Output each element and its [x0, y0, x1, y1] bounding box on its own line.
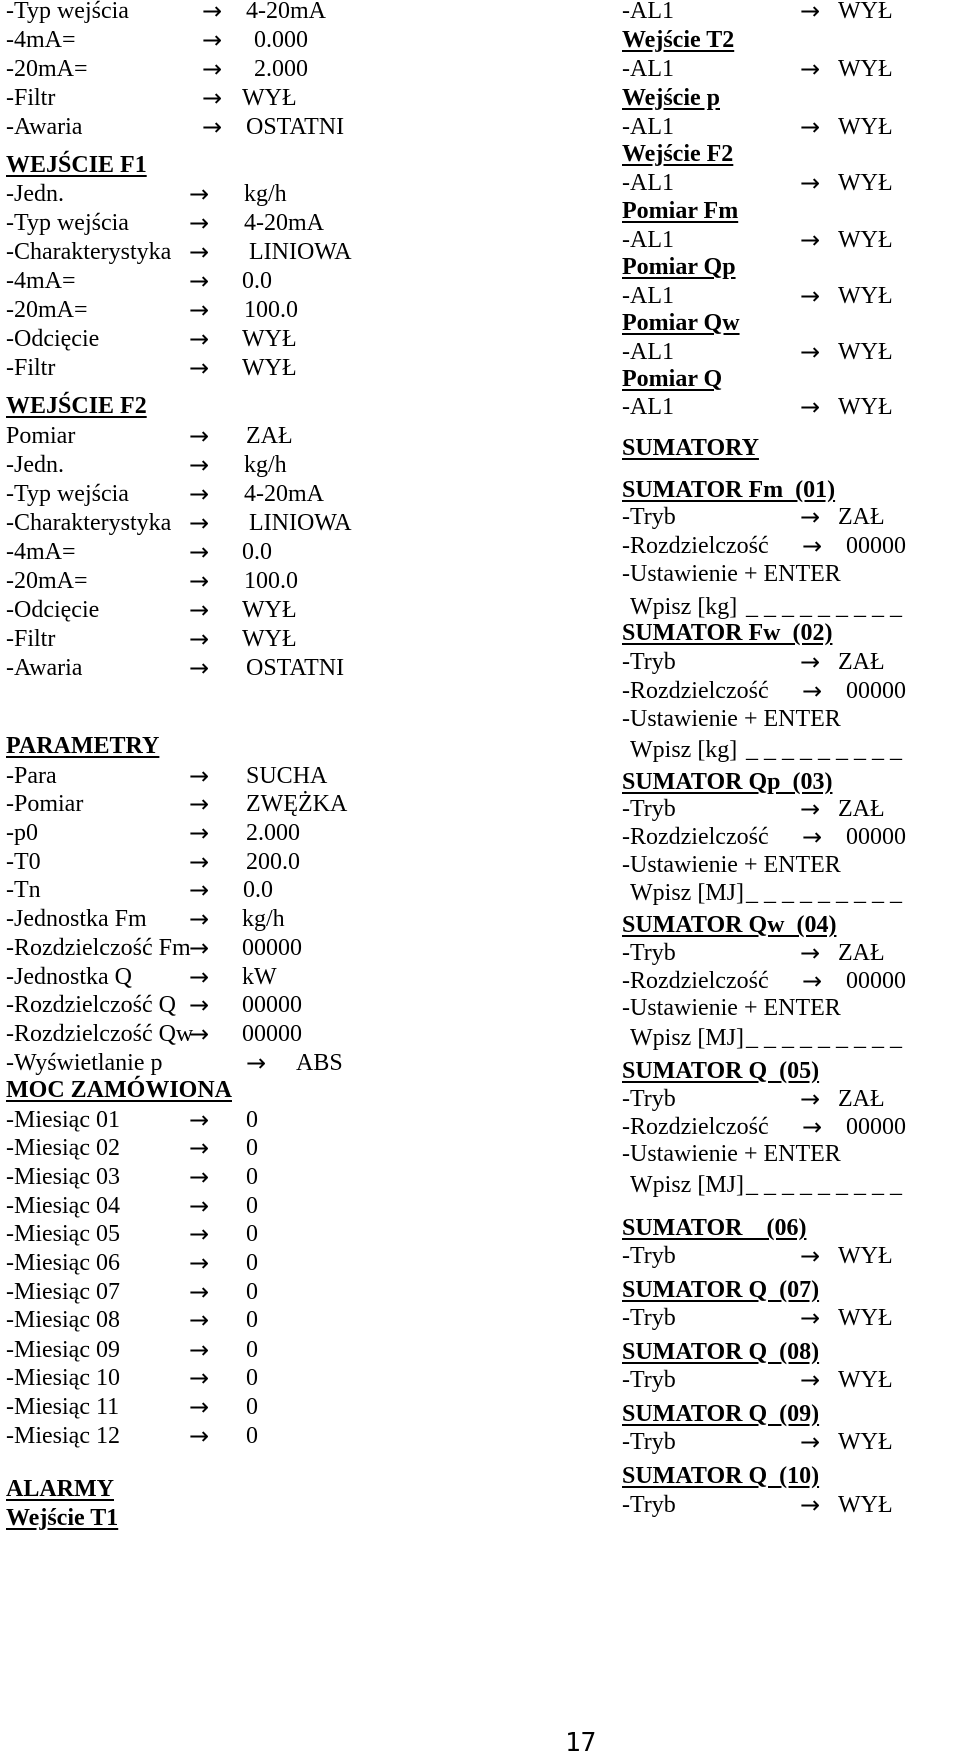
param-value: 0.0	[243, 877, 273, 903]
entry-label: Wpisz [kg]	[630, 594, 738, 620]
arrow-icon: →	[189, 480, 210, 508]
param-value: WYŁ	[838, 394, 893, 420]
entry-blank: _ _ _ _ _ _ _ _ _	[746, 1172, 902, 1198]
arrow-icon: →	[800, 1304, 821, 1332]
arrow-icon: →	[189, 1020, 210, 1048]
param-value: SUCHA	[246, 763, 328, 789]
arrow-icon: →	[800, 795, 821, 823]
param-value: WYŁ	[838, 1243, 893, 1269]
arrow-icon: →	[802, 967, 823, 995]
param-label: -AL1	[622, 339, 674, 365]
param-value: 4-20mA	[246, 0, 326, 24]
arrow-icon: →	[800, 226, 821, 254]
param-value: 4-20mA	[244, 210, 324, 236]
param-value: 00000	[846, 533, 906, 559]
arrow-icon: →	[189, 567, 210, 595]
arrow-icon: →	[189, 1134, 210, 1162]
param-label: -Miesiąc 11	[6, 1394, 120, 1420]
param-label: -Rozdzielczość	[622, 533, 769, 559]
param-label: -Miesiąc 03	[6, 1164, 120, 1190]
param-label: -Typ wejścia	[6, 210, 129, 236]
arrow-icon: →	[800, 1085, 821, 1113]
param-value: kW	[242, 964, 277, 990]
param-value: 0.000	[254, 27, 308, 53]
entry-blank: _ _ _ _ _ _ _ _ _	[746, 880, 902, 906]
param-label: -4mA=	[6, 539, 76, 565]
arrow-icon: →	[802, 677, 823, 705]
arrow-icon: →	[800, 393, 821, 421]
section-heading: Wejście T1	[6, 1505, 119, 1531]
section-heading: SUMATOR Q (07)	[622, 1277, 820, 1303]
param-label: -Rozdzielczość	[622, 968, 769, 994]
arrow-icon: →	[189, 1106, 210, 1134]
param-value: WYŁ	[242, 85, 297, 111]
param-value: WYŁ	[242, 597, 297, 623]
section-heading: SUMATORY	[622, 435, 759, 461]
param-label: -Miesiąc 05	[6, 1221, 120, 1247]
param-value: 0	[246, 1365, 258, 1391]
param-value: 00000	[242, 1021, 302, 1047]
section-heading: WEJŚCIE F2	[6, 393, 147, 419]
param-label: -Awaria	[6, 114, 83, 140]
param-value: WYŁ	[838, 1305, 893, 1331]
arrow-icon: →	[189, 625, 210, 653]
arrow-icon: →	[202, 26, 223, 54]
arrow-icon: →	[189, 1306, 210, 1334]
arrow-icon: →	[189, 905, 210, 933]
section-heading: Pomiar Qw	[622, 310, 740, 336]
arrow-icon: →	[202, 55, 223, 83]
param-label: -Miesiąc 02	[6, 1135, 120, 1161]
arrow-icon: →	[802, 1113, 823, 1141]
param-label: -Para	[6, 763, 57, 789]
param-value: 0	[246, 1221, 258, 1247]
param-label: -Tryb	[622, 649, 676, 675]
arrow-icon: →	[202, 0, 223, 25]
arrow-icon: →	[189, 267, 210, 295]
param-label: -AL1	[622, 0, 674, 24]
param-label: -AL1	[622, 227, 674, 253]
param-label: -Miesiąc 04	[6, 1193, 120, 1219]
arrow-icon: →	[800, 113, 821, 141]
param-value: 0	[246, 1164, 258, 1190]
param-value: WYŁ	[838, 1367, 893, 1393]
param-label: -Tryb	[622, 504, 676, 530]
param-label: -Rozdzielczość Fm	[6, 935, 191, 961]
param-label: -AL1	[622, 283, 674, 309]
param-label: -Jedn.	[6, 181, 64, 207]
arrow-icon: →	[202, 113, 223, 141]
param-label: -Jednostka Fm	[6, 906, 147, 932]
param-label: -Tryb	[622, 1305, 676, 1331]
arrow-icon: →	[189, 762, 210, 790]
param-label: -Tn	[6, 877, 41, 903]
arrow-icon: →	[189, 1336, 210, 1364]
param-label: -Charakterystyka	[6, 239, 172, 265]
arrow-icon: →	[189, 509, 210, 537]
param-label: -AL1	[622, 394, 674, 420]
param-label: -Filtr	[6, 85, 56, 111]
arrow-icon: →	[800, 282, 821, 310]
param-value: 00000	[846, 824, 906, 850]
arrow-icon: →	[800, 1491, 821, 1519]
param-value: WYŁ	[242, 626, 297, 652]
param-value: ZWĘŻKA	[246, 791, 348, 817]
param-label: -Odcięcie	[6, 326, 100, 352]
param-value: 100.0	[244, 568, 298, 594]
param-value: 0	[246, 1279, 258, 1305]
param-label: -Tryb	[622, 1243, 676, 1269]
arrow-icon: →	[189, 1192, 210, 1220]
section-heading: Pomiar Qp	[622, 254, 736, 280]
param-label: Pomiar	[6, 423, 76, 449]
arrow-icon: →	[189, 422, 210, 450]
param-label: -Rozdzielczość	[622, 824, 769, 850]
param-label: -Tryb	[622, 1367, 676, 1393]
arrow-icon: →	[189, 963, 210, 991]
arrow-icon: →	[246, 1049, 267, 1077]
param-value: ZAŁ	[838, 1086, 885, 1112]
param-value: WYŁ	[838, 170, 893, 196]
param-value: WYŁ	[838, 114, 893, 140]
param-value: kg/h	[244, 452, 287, 478]
param-value: 00000	[242, 992, 302, 1018]
arrow-icon: →	[189, 819, 210, 847]
param-label: -Pomiar	[6, 791, 84, 817]
param-label: -Filtr	[6, 355, 56, 381]
arrow-icon: →	[800, 1242, 821, 1270]
arrow-icon: →	[800, 0, 821, 25]
param-label: -Rozdzielczość Qw	[6, 1021, 194, 1047]
param-value: kg/h	[244, 181, 287, 207]
section-heading: SUMATOR Fm (01)	[622, 477, 836, 503]
param-value: WYŁ	[838, 339, 893, 365]
arrow-icon: →	[189, 1163, 210, 1191]
param-label: -Tryb	[622, 1086, 676, 1112]
param-value: 00000	[242, 935, 302, 961]
page-number: 17	[565, 1728, 597, 1758]
param-value: kg/h	[242, 906, 285, 932]
param-label: -Tryb	[622, 1492, 676, 1518]
section-heading: SUMATOR Qp (03)	[622, 769, 833, 795]
instruction-line: -Ustawienie + ENTER	[622, 1141, 841, 1167]
param-value: 100.0	[244, 297, 298, 323]
section-heading: Wejście F2	[622, 141, 734, 167]
param-label: -20mA=	[6, 568, 88, 594]
param-label: -Jedn.	[6, 452, 64, 478]
param-value: WYŁ	[838, 283, 893, 309]
param-value: ZAŁ	[838, 504, 885, 530]
arrow-icon: →	[189, 354, 210, 382]
section-heading: SUMATOR Q (05)	[622, 1058, 820, 1084]
param-value: ZAŁ	[838, 940, 885, 966]
param-value: 0	[246, 1107, 258, 1133]
param-label: -Rozdzielczość	[622, 1114, 769, 1140]
param-value: WYŁ	[838, 1429, 893, 1455]
param-value: 0.0	[242, 539, 272, 565]
arrow-icon: →	[189, 1278, 210, 1306]
param-value: WYŁ	[838, 0, 893, 24]
arrow-icon: →	[189, 596, 210, 624]
arrow-icon: →	[189, 451, 210, 479]
param-value: WYŁ	[838, 56, 893, 82]
arrow-icon: →	[189, 1249, 210, 1277]
param-label: -Odcięcie	[6, 597, 100, 623]
param-label: -Rozdzielczość	[622, 678, 769, 704]
arrow-icon: →	[189, 934, 210, 962]
param-value: 0	[246, 1307, 258, 1333]
param-value: 2.000	[246, 820, 300, 846]
section-heading: WEJŚCIE F1	[6, 152, 147, 178]
param-value: 2.000	[254, 56, 308, 82]
arrow-icon: →	[800, 503, 821, 531]
arrow-icon: →	[189, 1220, 210, 1248]
section-heading: Wejście p	[622, 85, 720, 111]
arrow-icon: →	[189, 1393, 210, 1421]
section-heading: Wejście T2	[622, 27, 735, 53]
param-value: ZAŁ	[838, 649, 885, 675]
param-value: 0.0	[242, 268, 272, 294]
param-label: -Rozdzielczość Q	[6, 992, 176, 1018]
section-heading: PARAMETRY	[6, 733, 160, 759]
param-label: -Miesiąc 09	[6, 1337, 120, 1363]
param-label: -Wyświetlanie p	[6, 1050, 163, 1076]
param-value: 00000	[846, 1114, 906, 1140]
param-value: 0	[246, 1250, 258, 1276]
param-value: 0	[246, 1135, 258, 1161]
param-label: -AL1	[622, 56, 674, 82]
param-value: WYŁ	[838, 1492, 893, 1518]
arrow-icon: →	[189, 654, 210, 682]
param-value: WYŁ	[242, 326, 297, 352]
param-label: -Awaria	[6, 655, 83, 681]
param-value: 0	[246, 1394, 258, 1420]
arrow-icon: →	[800, 939, 821, 967]
arrow-icon: →	[800, 1366, 821, 1394]
entry-label: Wpisz [MJ]	[630, 1172, 744, 1198]
param-label: -20mA=	[6, 56, 88, 82]
arrow-icon: →	[800, 338, 821, 366]
param-value: ABS	[296, 1050, 343, 1076]
arrow-icon: →	[189, 1422, 210, 1450]
param-value: ZAŁ	[246, 423, 293, 449]
param-value: OSTATNI	[246, 114, 345, 140]
param-label: -Miesiąc 07	[6, 1279, 120, 1305]
param-label: -Miesiąc 08	[6, 1307, 120, 1333]
section-heading: SUMATOR Q (09)	[622, 1401, 820, 1427]
section-heading: Pomiar Q	[622, 366, 723, 392]
param-value: 0	[246, 1337, 258, 1363]
arrow-icon: →	[189, 790, 210, 818]
param-value: 00000	[846, 968, 906, 994]
entry-blank: _ _ _ _ _ _ _ _ _	[746, 737, 902, 763]
param-label: -20mA=	[6, 297, 88, 323]
instruction-line: -Ustawienie + ENTER	[622, 852, 841, 878]
instruction-line: -Ustawienie + ENTER	[622, 706, 841, 732]
param-label: -Charakterystyka	[6, 510, 172, 536]
param-value: 00000	[846, 678, 906, 704]
arrow-icon: →	[802, 823, 823, 851]
param-value: LINIOWA	[249, 239, 352, 265]
param-label: -Miesiąc 01	[6, 1107, 120, 1133]
param-label: -Typ wejścia	[6, 0, 129, 24]
section-heading: SUMATOR Q (10)	[622, 1463, 820, 1489]
param-value: WYŁ	[838, 227, 893, 253]
arrow-icon: →	[189, 876, 210, 904]
arrow-icon: →	[189, 848, 210, 876]
param-value: 0	[246, 1423, 258, 1449]
param-label: -Tryb	[622, 940, 676, 966]
arrow-icon: →	[202, 84, 223, 112]
section-heading: SUMATOR Qw (04)	[622, 912, 837, 938]
param-label: -Tryb	[622, 796, 676, 822]
param-value: 200.0	[246, 849, 300, 875]
arrow-icon: →	[189, 538, 210, 566]
arrow-icon: →	[800, 169, 821, 197]
param-label: -AL1	[622, 170, 674, 196]
section-heading: SUMATOR Fw (02)	[622, 620, 833, 646]
arrow-icon: →	[189, 325, 210, 353]
section-heading: ALARMY	[6, 1476, 114, 1502]
arrow-icon: →	[189, 296, 210, 324]
arrow-icon: →	[800, 55, 821, 83]
entry-label: Wpisz [kg]	[630, 737, 738, 763]
param-label: -4mA=	[6, 268, 76, 294]
param-label: -4mA=	[6, 27, 76, 53]
arrow-icon: →	[800, 648, 821, 676]
param-label: -Miesiąc 06	[6, 1250, 120, 1276]
entry-label: Wpisz [MJ]	[630, 1025, 744, 1051]
param-value: 4-20mA	[244, 481, 324, 507]
section-heading: Pomiar Fm	[622, 198, 739, 224]
arrow-icon: →	[189, 991, 210, 1019]
entry-blank: _ _ _ _ _ _ _ _ _	[746, 594, 902, 620]
param-label: -Jednostka Q	[6, 964, 132, 990]
arrow-icon: →	[189, 209, 210, 237]
param-value: LINIOWA	[249, 510, 352, 536]
entry-blank: _ _ _ _ _ _ _ _ _	[746, 1025, 902, 1051]
param-label: -p0	[6, 820, 38, 846]
arrow-icon: →	[189, 180, 210, 208]
arrow-icon: →	[189, 1364, 210, 1392]
section-heading: SUMATOR (06)	[622, 1215, 807, 1241]
param-label: -Miesiąc 12	[6, 1423, 120, 1449]
param-label: -Filtr	[6, 626, 56, 652]
param-label: -T0	[6, 849, 41, 875]
entry-label: Wpisz [MJ]	[630, 880, 744, 906]
arrow-icon: →	[189, 238, 210, 266]
param-value: OSTATNI	[246, 655, 345, 681]
param-label: -Tryb	[622, 1429, 676, 1455]
instruction-line: -Ustawienie + ENTER	[622, 561, 841, 587]
param-label: -AL1	[622, 114, 674, 140]
arrow-icon: →	[802, 532, 823, 560]
section-heading: MOC ZAMÓWIONA	[6, 1077, 232, 1103]
instruction-line: -Ustawienie + ENTER	[622, 995, 841, 1021]
param-value: 0	[246, 1193, 258, 1219]
param-value: ZAŁ	[838, 796, 885, 822]
param-value: WYŁ	[242, 355, 297, 381]
param-label: -Typ wejścia	[6, 481, 129, 507]
param-label: -Miesiąc 10	[6, 1365, 120, 1391]
arrow-icon: →	[800, 1428, 821, 1456]
section-heading: SUMATOR Q (08)	[622, 1339, 820, 1365]
